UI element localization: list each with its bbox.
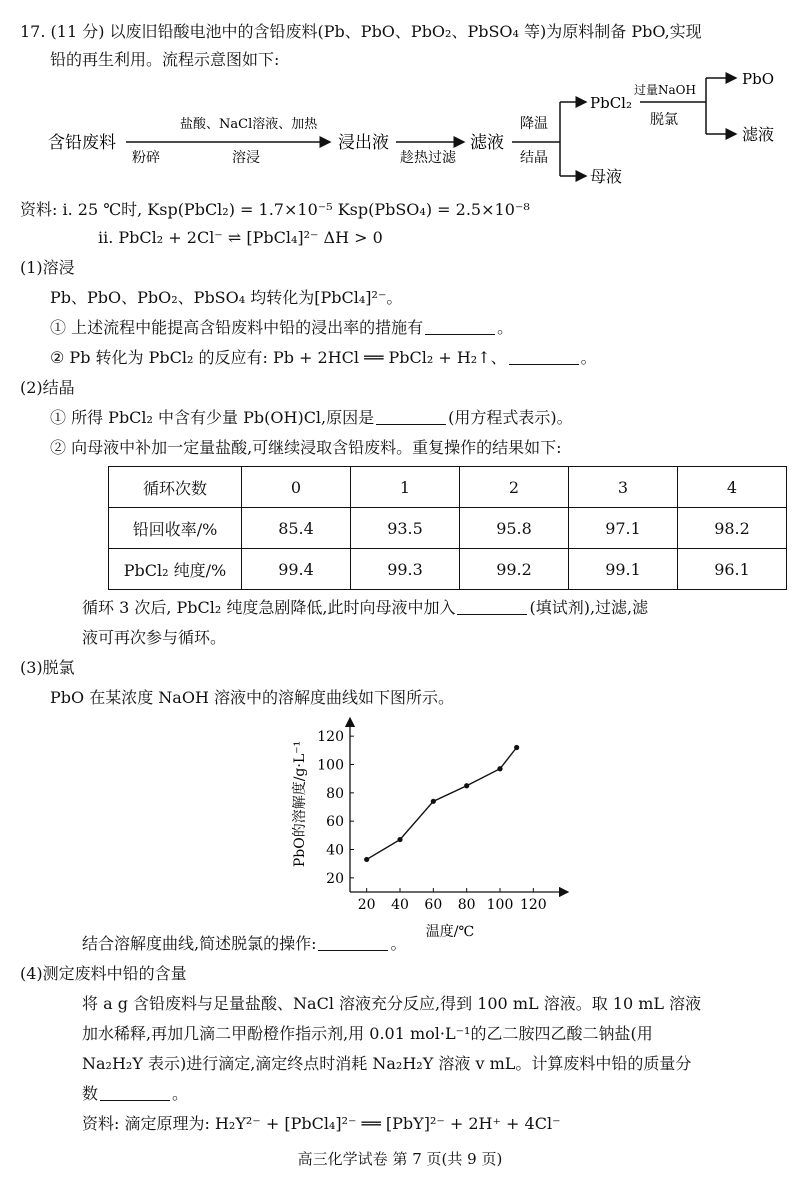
x-tick-label: 60 <box>424 897 443 913</box>
part3-desc: PbO 在某浓度 NaOH 溶液中的溶解度曲线如下图所示。 <box>50 688 454 707</box>
flow-step1-bottom-a: 粉碎 <box>132 150 160 166</box>
table-cell: PbCl₂ 纯度/% <box>109 549 242 590</box>
part1-q2 <box>50 344 780 372</box>
answer-blank[interactable] <box>509 348 579 365</box>
part4-line4-end: 。 <box>172 1084 189 1103</box>
page-footer: 高三化学试卷 第 7 页(共 9 页) <box>297 1150 503 1168</box>
answer-blank[interactable] <box>376 408 446 425</box>
table-cell: 铅回收率/% <box>109 508 242 549</box>
part3-q-end: 。 <box>390 934 407 953</box>
x-tick-label: 40 <box>391 897 409 913</box>
flow-mother: 母液 <box>590 167 623 186</box>
part3-q <box>82 930 780 958</box>
data-point <box>514 745 519 750</box>
x-tick-label: 20 <box>357 897 376 913</box>
flow-filtrate2: 滤液 <box>742 125 775 144</box>
table-header-cell: 2 <box>460 467 569 508</box>
flow-leach: 浸出液 <box>338 133 389 153</box>
part4-title: (4)测定废料中铅的含量 <box>20 964 187 983</box>
table-cell: 99.4 <box>242 549 351 590</box>
part1-q2-text: ② Pb 转化为 PbCl₂ 的反应有: Pb + 2HCl ══ PbCl₂ + H₂↑、 <box>50 348 507 367</box>
table-cell: 97.1 <box>569 508 678 549</box>
answer-blank[interactable] <box>457 598 527 615</box>
table-header-cell: 0 <box>242 467 351 508</box>
part1-q1-end: 。 <box>497 318 514 337</box>
table-header-cell: 循环次数 <box>109 467 242 508</box>
y-tick-label: 40 <box>326 842 344 859</box>
question-intro-line2: 铅的再生利用。流程示意图如下: <box>50 50 280 69</box>
y-tick-label: 60 <box>326 814 344 831</box>
part1-q1-text: ① 上述流程中能提高含铅废料中铅的浸出率的措施有 <box>50 318 424 337</box>
table-header-cell: 4 <box>678 467 787 508</box>
table-header-cell: 1 <box>351 467 460 508</box>
table-cell: 99.1 <box>569 549 678 590</box>
x-axis-label: 温度/℃ <box>425 924 475 940</box>
part4-line3: Na₂H₂Y 表示)进行滴定,滴定终点时消耗 Na₂H₂Y 溶液 v mL。计算废料中铅的质量分 <box>82 1054 692 1073</box>
y-tick-label: 100 <box>317 757 344 774</box>
part4-line1: 将 a g 含铅废料与足量盐酸、NaCl 溶液充分反应,得到 100 mL 溶液。取 10 mL 溶液 <box>82 994 702 1013</box>
x-tick-label: 80 <box>457 897 476 913</box>
part2-q2: ② 向母液中补加一定量盐酸,可继续浸取含铅废料。重复操作的结果如下: <box>50 438 562 457</box>
flow-step1-top: 盐酸、NaCl溶液、加热 <box>180 117 318 132</box>
process-flow-diagram <box>0 62 800 192</box>
part2-note-line1 <box>82 594 780 622</box>
part2-q1-text: ① 所得 PbCl₂ 中含有少量 Pb(OH)Cl,原因是 <box>50 408 375 427</box>
part1-desc: Pb、PbO、PbO₂、PbSO₄ 均转化为[PbCl₄]²⁻。 <box>50 288 403 307</box>
table-cell: 93.5 <box>351 508 460 549</box>
y-tick-label: 20 <box>326 870 344 887</box>
info-i: 资料: i. 25 ℃时, Ksp(PbCl₂) = 1.7×10⁻⁵ Ksp(PbSO₄) = 2.5×10⁻⁸ <box>20 200 530 219</box>
data-point <box>431 799 436 804</box>
flow-step4-top: 过量NaOH <box>634 83 696 97</box>
solubility-chart <box>280 712 580 942</box>
table-row <box>109 549 787 590</box>
table-header-cell: 3 <box>569 467 678 508</box>
part4-line2: 加水稀释,再加几滴二甲酚橙作指示剂,用 0.01 mol·L⁻¹的乙二胺四乙酸二钠盐(用 <box>82 1024 653 1043</box>
y-axis-label: PbO的溶解度/g·L⁻¹ <box>292 740 308 868</box>
flow-step3-bottom: 结晶 <box>520 150 548 166</box>
flow-filtrate: 滤液 <box>470 133 504 153</box>
part4-info: 资料: 滴定原理为: H₂Y²⁻ + [PbCl₄]²⁻ ══ [PbY]²⁻ + 2H⁺ + 4Cl⁻ <box>82 1114 561 1133</box>
table-row <box>109 508 787 549</box>
info-ii: ii. PbCl₂ + 2Cl⁻ ⇌ [PbCl₄]²⁻ ΔH > 0 <box>98 228 383 247</box>
part1-q2-end: 。 <box>580 348 597 367</box>
part2-q1 <box>50 404 780 432</box>
table-cell: 99.3 <box>351 549 460 590</box>
answer-blank[interactable] <box>100 1084 170 1101</box>
x-tick-label: 100 <box>486 897 514 913</box>
answer-blank[interactable] <box>425 318 495 335</box>
table-cell: 98.2 <box>678 508 787 549</box>
part2-note-end: (填试剂),过滤,滤 <box>529 598 649 617</box>
series-line <box>367 748 517 860</box>
part2-note-line2: 液可再次参与循环。 <box>82 628 227 647</box>
part1-q1 <box>50 314 780 342</box>
data-point <box>364 857 369 862</box>
flow-start: 含铅废料 <box>48 133 116 153</box>
part4-line4-text: 数 <box>82 1084 99 1103</box>
table-header-row <box>109 467 787 508</box>
flow-step4-bottom: 脱氯 <box>650 112 678 128</box>
results-table <box>108 466 787 590</box>
data-point <box>464 783 469 788</box>
part2-note-text: 循环 3 次后, PbCl₂ 纯度急剧降低,此时向母液中加入 <box>82 598 456 617</box>
flow-step2-bottom: 趁热过滤 <box>400 150 456 166</box>
part2-q1-end: (用方程式表示)。 <box>448 408 573 427</box>
question-intro-line1: 17. (11 分) 以废旧铅酸电池中的含铅废料(Pb、PbO、PbO₂、PbSO₄ 等)为原料制备 PbO,实现 <box>20 22 702 41</box>
flow-pbo: PbO <box>742 70 774 88</box>
table-cell: 99.2 <box>460 549 569 590</box>
flow-step3-top: 降温 <box>520 116 548 132</box>
data-point <box>397 837 402 842</box>
part1-title: (1)溶浸 <box>20 258 75 277</box>
table-cell: 85.4 <box>242 508 351 549</box>
part3-q-text: 结合溶解度曲线,简述脱氯的操作: <box>82 934 317 953</box>
x-tick-label: 120 <box>519 897 547 913</box>
answer-blank[interactable] <box>318 934 388 951</box>
data-point <box>497 766 502 771</box>
table-cell: 95.8 <box>460 508 569 549</box>
table-cell: 96.1 <box>678 549 787 590</box>
part4-line4 <box>82 1080 780 1108</box>
flow-pbcl2: PbCl₂ <box>590 94 632 112</box>
part2-title: (2)结晶 <box>20 378 75 397</box>
flow-step1-bottom-b: 溶浸 <box>232 150 260 166</box>
y-tick-label: 80 <box>326 785 344 802</box>
part3-title: (3)脱氯 <box>20 658 75 677</box>
y-tick-label: 120 <box>317 729 344 746</box>
